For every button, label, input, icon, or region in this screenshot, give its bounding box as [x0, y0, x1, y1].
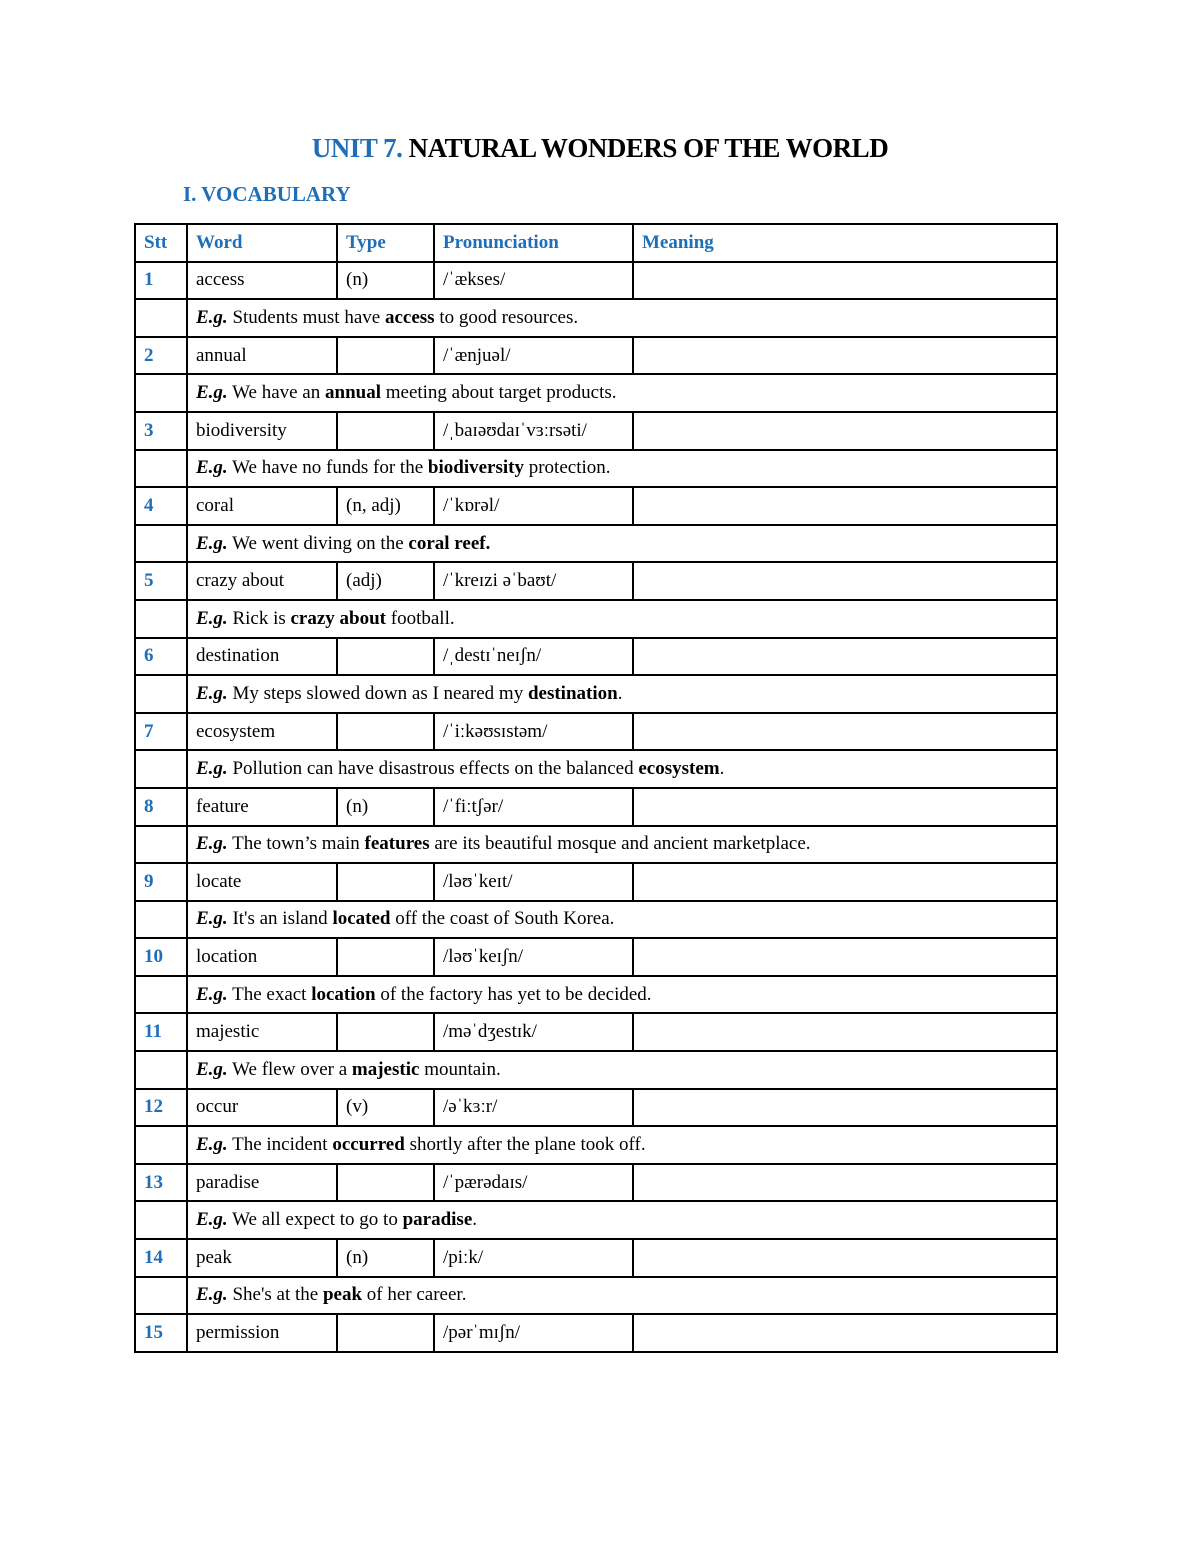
pronunciation-cell: /ləʊˈkeɪt/: [434, 863, 633, 901]
stt-cell: 3: [135, 412, 187, 450]
example-text-after: meeting about target products.: [380, 382, 617, 404]
table-row: [135, 1013, 1057, 1051]
example-text-after: are its beautiful mosque and ancient marketplace.: [429, 833, 811, 855]
pronunciation-cell: /pərˈmɪʃn/: [434, 1314, 633, 1352]
pronunciation-cell: /ˈpærədaɪs/: [434, 1164, 633, 1202]
example-cell: [187, 1277, 1057, 1315]
pronunciation-cell: /məˈdʒestɪk/: [434, 1013, 633, 1051]
stt-cell: 10: [135, 938, 187, 976]
example-row: [135, 675, 1057, 713]
example-keyword: occurred: [332, 1134, 405, 1156]
example-keyword: ecosystem: [638, 758, 720, 780]
example-row: [135, 826, 1057, 864]
example-row: [135, 750, 1057, 788]
stt-cell: 5: [135, 562, 187, 600]
stt-cell: 9: [135, 863, 187, 901]
table-row: [135, 863, 1057, 901]
example-label: E.g.: [196, 983, 228, 1005]
stt-cell: 15: [135, 1314, 187, 1352]
meaning-cell: [633, 1314, 1057, 1352]
stt-cell: 1: [135, 262, 187, 300]
example-stt-cell: [135, 1277, 187, 1315]
type-cell: (n, adj): [337, 487, 434, 525]
example-text-after: .: [617, 682, 623, 704]
example-row: [135, 299, 1057, 337]
meaning-cell: [633, 863, 1057, 901]
example-row: [135, 901, 1057, 939]
example-stt-cell: [135, 750, 187, 788]
column-header-meaning: Meaning: [633, 224, 1057, 262]
example-text-before: Students must have: [227, 306, 385, 328]
vocabulary-table: [134, 223, 1058, 1353]
type-cell: (v): [337, 1089, 434, 1127]
meaning-cell: [633, 562, 1057, 600]
example-label: E.g.: [196, 682, 228, 704]
example-text-after: .: [472, 1209, 478, 1231]
pronunciation-cell: /ˈkɒrəl/: [434, 487, 633, 525]
word-cell: biodiversity: [187, 412, 337, 450]
example-stt-cell: [135, 1051, 187, 1089]
type-cell: [337, 412, 434, 450]
column-header-type: Type: [337, 224, 434, 262]
example-row: [135, 1126, 1057, 1164]
example-text-after: to good resources.: [434, 306, 579, 328]
example-stt-cell: [135, 976, 187, 1014]
example-cell: [187, 976, 1057, 1014]
word-cell: coral: [187, 487, 337, 525]
word-cell: ecosystem: [187, 713, 337, 751]
pronunciation-cell: /ˈkreɪzi əˈbaʊt/: [434, 562, 633, 600]
type-cell: [337, 863, 434, 901]
type-cell: (n): [337, 262, 434, 300]
table-row: [135, 1164, 1057, 1202]
example-label: E.g.: [196, 1058, 228, 1080]
word-cell: paradise: [187, 1164, 337, 1202]
example-cell: [187, 1126, 1057, 1164]
meaning-cell: [633, 1239, 1057, 1277]
word-cell: destination: [187, 638, 337, 676]
example-cell: [187, 374, 1057, 412]
word-cell: occur: [187, 1089, 337, 1127]
meaning-cell: [633, 788, 1057, 826]
word-cell: peak: [187, 1239, 337, 1277]
example-label: E.g.: [196, 758, 228, 780]
example-label: E.g.: [196, 532, 228, 554]
example-keyword: majestic: [351, 1058, 420, 1080]
example-text-before: We went diving on the: [227, 532, 409, 554]
example-text-after: of her career.: [362, 1284, 467, 1306]
example-text-before: The exact: [227, 983, 312, 1005]
example-keyword: crazy about: [290, 607, 387, 629]
example-label: E.g.: [196, 457, 228, 479]
example-keyword: coral reef.: [408, 532, 491, 554]
example-text-after: off the coast of South Korea.: [390, 908, 615, 930]
meaning-cell: [633, 938, 1057, 976]
type-cell: (n): [337, 788, 434, 826]
example-text-before: We have no funds for the: [227, 457, 428, 479]
example-text-before: It's an island: [227, 908, 333, 930]
example-keyword: paradise: [402, 1209, 473, 1231]
section-heading: I. VOCABULARY: [183, 182, 351, 206]
example-text-after: shortly after the plane took off.: [404, 1134, 646, 1156]
type-cell: [337, 638, 434, 676]
word-cell: location: [187, 938, 337, 976]
column-header-stt: Stt: [135, 224, 187, 262]
example-keyword: annual: [325, 382, 381, 404]
word-cell: annual: [187, 337, 337, 375]
example-cell: [187, 1201, 1057, 1239]
table-row: [135, 1239, 1057, 1277]
example-cell: [187, 299, 1057, 337]
stt-cell: 13: [135, 1164, 187, 1202]
column-header-pronunciation: Pronunciation: [434, 224, 633, 262]
page-title: [0, 133, 1200, 164]
unit-number: UNIT 7.: [311, 133, 403, 163]
word-cell: crazy about: [187, 562, 337, 600]
example-stt-cell: [135, 826, 187, 864]
example-keyword: location: [311, 983, 376, 1005]
stt-cell: 7: [135, 713, 187, 751]
example-label: E.g.: [196, 607, 228, 629]
word-cell: permission: [187, 1314, 337, 1352]
example-text-before: The town’s main: [227, 833, 365, 855]
type-cell: (n): [337, 1239, 434, 1277]
example-stt-cell: [135, 1201, 187, 1239]
meaning-cell: [633, 713, 1057, 751]
example-keyword: access: [384, 306, 435, 328]
example-row: [135, 525, 1057, 563]
type-cell: [337, 1314, 434, 1352]
column-header-word: Word: [187, 224, 337, 262]
example-row: [135, 976, 1057, 1014]
pronunciation-cell: /ˈfiːtʃər/: [434, 788, 633, 826]
example-label: E.g.: [196, 1209, 228, 1231]
meaning-cell: [633, 1164, 1057, 1202]
example-text-before: Rick is: [227, 607, 291, 629]
pronunciation-cell: /ˌbaɪəʊdaɪˈvɜːrsəti/: [434, 412, 633, 450]
stt-cell: 11: [135, 1013, 187, 1051]
example-label: E.g.: [196, 908, 228, 930]
example-cell: [187, 450, 1057, 488]
example-label: E.g.: [196, 382, 228, 404]
meaning-cell: [633, 638, 1057, 676]
pronunciation-cell: /ˈækses/: [434, 262, 633, 300]
example-label: E.g.: [196, 306, 228, 328]
example-stt-cell: [135, 901, 187, 939]
pronunciation-cell: /piːk/: [434, 1239, 633, 1277]
example-stt-cell: [135, 299, 187, 337]
example-label: E.g.: [196, 1134, 228, 1156]
meaning-cell: [633, 487, 1057, 525]
meaning-cell: [633, 1013, 1057, 1051]
pronunciation-cell: /ləʊˈkeɪʃn/: [434, 938, 633, 976]
table-row: [135, 788, 1057, 826]
type-cell: (adj): [337, 562, 434, 600]
example-text-after: of the factory has yet to be decided.: [375, 983, 652, 1005]
example-cell: [187, 525, 1057, 563]
example-row: [135, 1201, 1057, 1239]
word-cell: majestic: [187, 1013, 337, 1051]
unit-title: NATURAL WONDERS OF THE WORLD: [408, 133, 889, 163]
meaning-cell: [633, 337, 1057, 375]
pronunciation-cell: /ˈiːkəʊsɪstəm/: [434, 713, 633, 751]
table-row: [135, 487, 1057, 525]
example-stt-cell: [135, 1126, 187, 1164]
pronunciation-cell: /ˈænjuəl/: [434, 337, 633, 375]
table-row: [135, 412, 1057, 450]
example-text-after: .: [719, 758, 725, 780]
example-cell: [187, 901, 1057, 939]
example-keyword: located: [332, 908, 391, 930]
table-header-row: [135, 224, 1057, 262]
table-row: [135, 638, 1057, 676]
stt-cell: 2: [135, 337, 187, 375]
example-text-before: She's at the: [227, 1284, 323, 1306]
example-row: [135, 1277, 1057, 1315]
example-row: [135, 1051, 1057, 1089]
type-cell: [337, 337, 434, 375]
type-cell: [337, 713, 434, 751]
example-label: E.g.: [196, 833, 228, 855]
example-cell: [187, 675, 1057, 713]
stt-cell: 4: [135, 487, 187, 525]
type-cell: [337, 938, 434, 976]
stt-cell: 8: [135, 788, 187, 826]
example-text-after: mountain.: [419, 1058, 501, 1080]
table-row: [135, 337, 1057, 375]
example-stt-cell: [135, 600, 187, 638]
example-cell: [187, 750, 1057, 788]
example-text-before: The incident: [227, 1134, 333, 1156]
table-row: [135, 713, 1057, 751]
stt-cell: 12: [135, 1089, 187, 1127]
pronunciation-cell: /ˌdestɪˈneɪʃn/: [434, 638, 633, 676]
example-text-before: We have an: [227, 382, 325, 404]
example-keyword: peak: [322, 1284, 363, 1306]
example-row: [135, 600, 1057, 638]
example-stt-cell: [135, 675, 187, 713]
stt-cell: 6: [135, 638, 187, 676]
example-stt-cell: [135, 450, 187, 488]
example-text-before: Pollution can have disastrous effects on the balanced: [227, 758, 639, 780]
example-row: [135, 450, 1057, 488]
stt-cell: 14: [135, 1239, 187, 1277]
meaning-cell: [633, 412, 1057, 450]
example-keyword: features: [364, 833, 430, 855]
table-row: [135, 562, 1057, 600]
example-text-after: protection.: [523, 457, 611, 479]
example-keyword: biodiversity: [427, 457, 524, 479]
table-row: [135, 1314, 1057, 1352]
example-text-before: We flew over a: [227, 1058, 352, 1080]
table-row: [135, 262, 1057, 300]
example-cell: [187, 826, 1057, 864]
example-text-before: We all expect to go to: [227, 1209, 403, 1231]
example-text-before: My steps slowed down as I neared my: [227, 682, 528, 704]
example-row: [135, 374, 1057, 412]
meaning-cell: [633, 1089, 1057, 1127]
meaning-cell: [633, 262, 1057, 300]
table-row: [135, 1089, 1057, 1127]
table-row: [135, 938, 1057, 976]
example-stt-cell: [135, 525, 187, 563]
example-cell: [187, 1051, 1057, 1089]
example-text-after: football.: [386, 607, 455, 629]
example-cell: [187, 600, 1057, 638]
pronunciation-cell: /əˈkɜːr/: [434, 1089, 633, 1127]
word-cell: access: [187, 262, 337, 300]
example-keyword: destination: [527, 682, 618, 704]
example-label: E.g.: [196, 1284, 228, 1306]
word-cell: feature: [187, 788, 337, 826]
type-cell: [337, 1164, 434, 1202]
word-cell: locate: [187, 863, 337, 901]
type-cell: [337, 1013, 434, 1051]
example-stt-cell: [135, 374, 187, 412]
